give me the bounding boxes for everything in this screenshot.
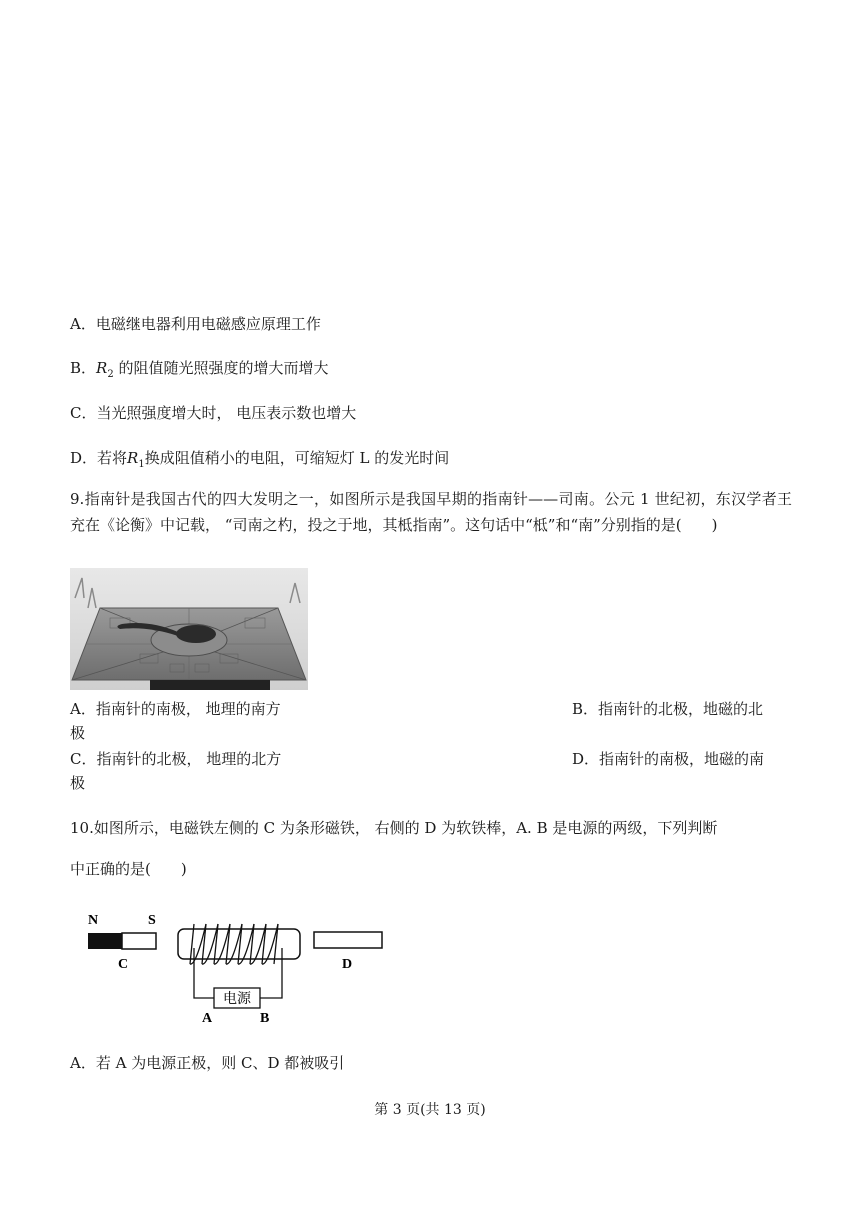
q8-option-b-variable: R [96, 359, 108, 377]
sinan-compass-image [70, 568, 308, 690]
q9-option-d-wrap: 极 [70, 774, 86, 792]
q8-option-d-subscript: 1 [138, 459, 145, 470]
magnet-s-pole [122, 933, 156, 949]
q8-option-d-text: 换成阻值稍小的电阻，可缩短灯 L 的发光时间 [144, 449, 450, 467]
page-footer: 第 3 页(共 13 页) [374, 1102, 486, 1118]
q9-option-c: C．指南针的北极， 地理的北方 [70, 750, 282, 768]
magnet-c-label: C [118, 957, 129, 972]
electromagnet-diagram [84, 908, 394, 1026]
rod-d-label: D [342, 957, 353, 972]
q8-option-b-subscript: 2 [107, 369, 114, 380]
q9-stem: 9.指南针是我国古代的四大发明之一，如图所示是我国早期的指南针——司南。公元 1 世纪初，东汉学者王充在《论衡》中记载， “司南之杓，投之于地，其柢指南”。这句话中“柢”和“南”分别指的是( ) [70, 490, 792, 534]
q8-option-b-prefix: B． [70, 359, 97, 377]
soft-iron-rod [314, 932, 382, 948]
q9-option-a: A．指南针的南极， 地理的南方 [70, 700, 281, 718]
q10-stem-line2: 中正确的是( ) [70, 860, 187, 878]
terminal-b-label: B [260, 1011, 270, 1026]
q8-option-d-variable: R [127, 449, 139, 467]
q8-option-b-text: 的阻值随光照强度的增大而增大 [113, 359, 329, 377]
q8-option-d [70, 448, 449, 475]
magnet-n-pole [88, 933, 122, 949]
q8-option-b [70, 358, 328, 385]
q9-option-b-wrap: 极 [70, 724, 86, 742]
terminal-a-label: A [202, 1011, 213, 1026]
magnet-n-label: N [88, 913, 99, 928]
q9-option-b: B．指南针的北极，地磁的北 [572, 700, 764, 718]
q8-option-d-prefix: D．若将 [70, 449, 128, 467]
q10-option-a: A．若 A 为电源正极，则 C、D 都被吸引 [70, 1054, 345, 1072]
q8-option-a: A．电磁继电器利用电磁感应原理工作 [70, 315, 321, 333]
q9-option-d: D．指南针的南极，地磁的南 [572, 750, 765, 768]
magnet-s-label: S [148, 913, 156, 928]
q8-option-c: C．当光照强度增大时， 电压表示数也增大 [70, 404, 357, 422]
power-source-label: 电源 [223, 991, 251, 1007]
q10-stem-line1: 10.如图所示，电磁铁左侧的 C 为条形磁铁， 右侧的 D 为软铁棒，A. B 是电源的两级，下列判断 [70, 819, 718, 837]
